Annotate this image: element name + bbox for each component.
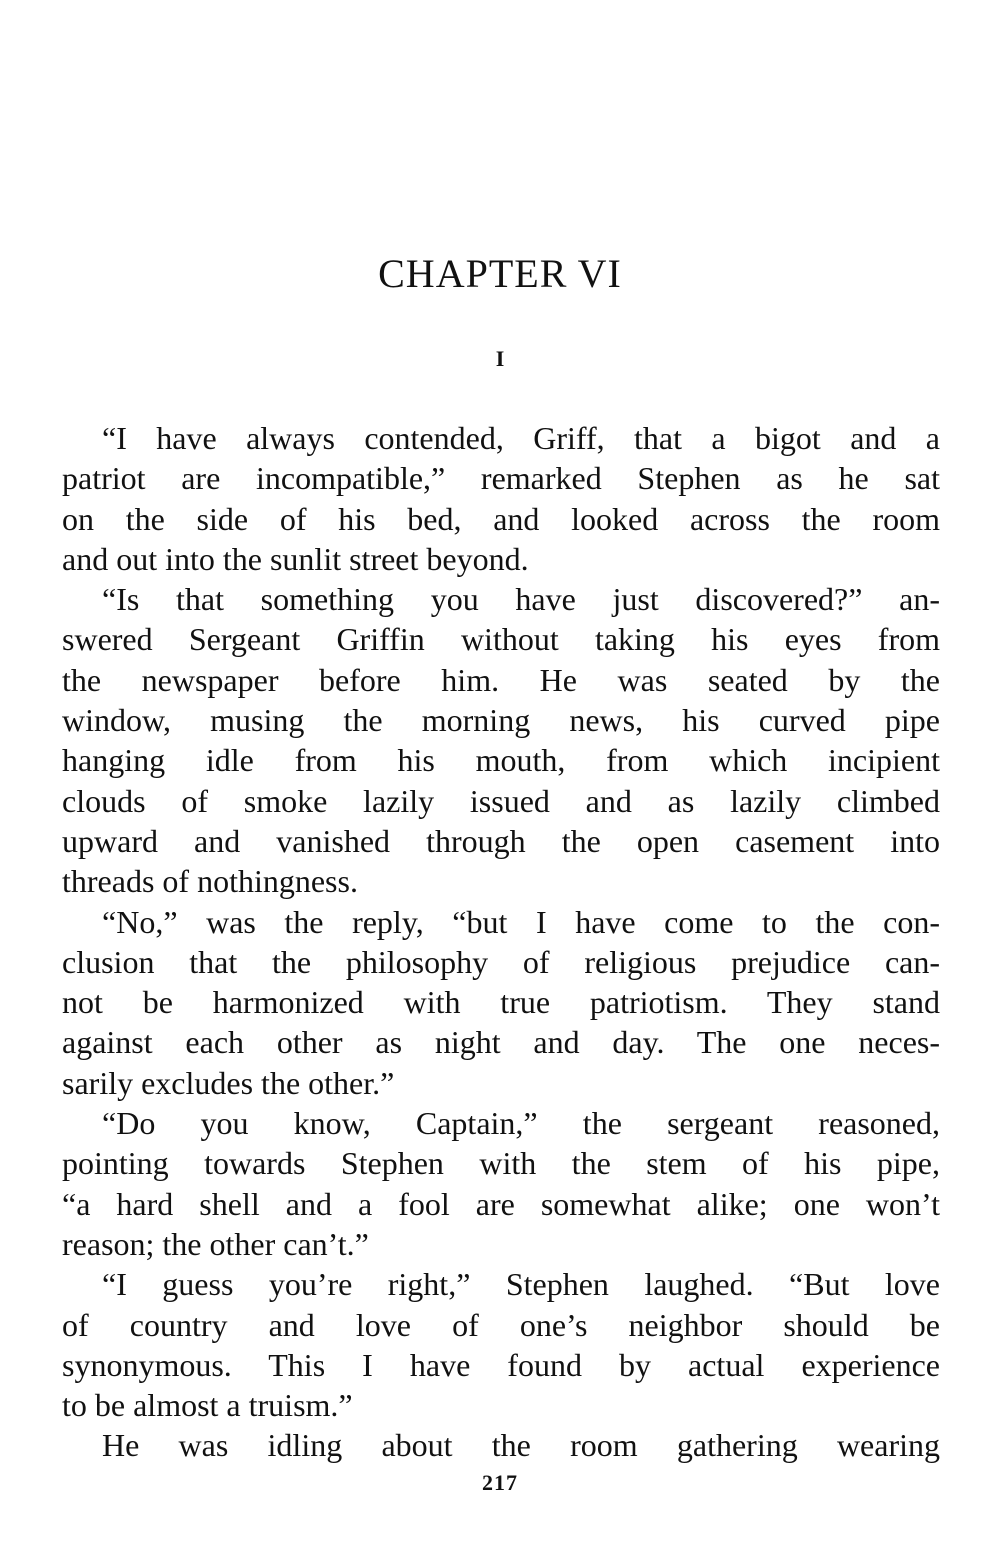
text-line: “a hard shell and a fool are somewhat alike; one won’t: [62, 1185, 940, 1222]
text-line: “No,” was the reply, “but I have come to the con-: [102, 903, 940, 940]
text-line: and out into the sunlit street beyond.: [62, 540, 529, 577]
text-line: “Do you know, Captain,” the sergeant reasoned,: [102, 1105, 940, 1142]
text-line: the newspaper before him. He was seated by the: [62, 661, 940, 698]
text-line: pointing towards Stephen with the stem of his pipe,: [62, 1145, 940, 1182]
chapter-title: CHAPTER VI: [378, 251, 622, 296]
text-line: “I guess you’re right,” Stephen laughed. “But love: [102, 1266, 940, 1303]
text-line: “I have always contended, Griff, that a bigot and a: [102, 420, 940, 456]
text-line: not be harmonized with true patriotism. They stand: [62, 984, 940, 1021]
text-line: clusion that the philosophy of religious prejudice can-: [62, 943, 940, 980]
text-line: of country and love of one’s neighbor should be: [62, 1306, 940, 1343]
text-line: “Is that something you have just discovered?” an-: [102, 581, 940, 618]
text-line: threads of nothingness.: [62, 863, 358, 900]
text-line: swered Sergeant Griffin without taking his eyes from: [62, 621, 940, 658]
text-line: reason; the other can’t.”: [62, 1225, 369, 1262]
text-line: window, musing the morning news, his curved pipe: [62, 702, 940, 739]
page-number: 217: [482, 1470, 518, 1495]
text-line: synonymous. This I have found by actual experience: [62, 1346, 940, 1383]
body-text: [62, 418, 940, 1466]
text-line: hanging idle from his mouth, from which incipient: [62, 742, 940, 779]
text-line: to be almost a truism.”: [62, 1387, 353, 1424]
text-line: upward and vanished through the open casement into: [62, 822, 940, 859]
text-line: patriot are incompatible,” remarked Stephen as he sat: [62, 460, 940, 497]
text-line: against each other as night and day. The one neces-: [62, 1024, 940, 1061]
text-line: sarily excludes the other.”: [62, 1064, 395, 1101]
text-line: He was idling about the room gathering wearing: [102, 1427, 940, 1464]
text-line: clouds of smoke lazily issued and as lazily climbed: [62, 782, 940, 819]
section-number: I: [495, 346, 505, 371]
text-line: on the side of his bed, and looked across the room: [62, 500, 940, 537]
